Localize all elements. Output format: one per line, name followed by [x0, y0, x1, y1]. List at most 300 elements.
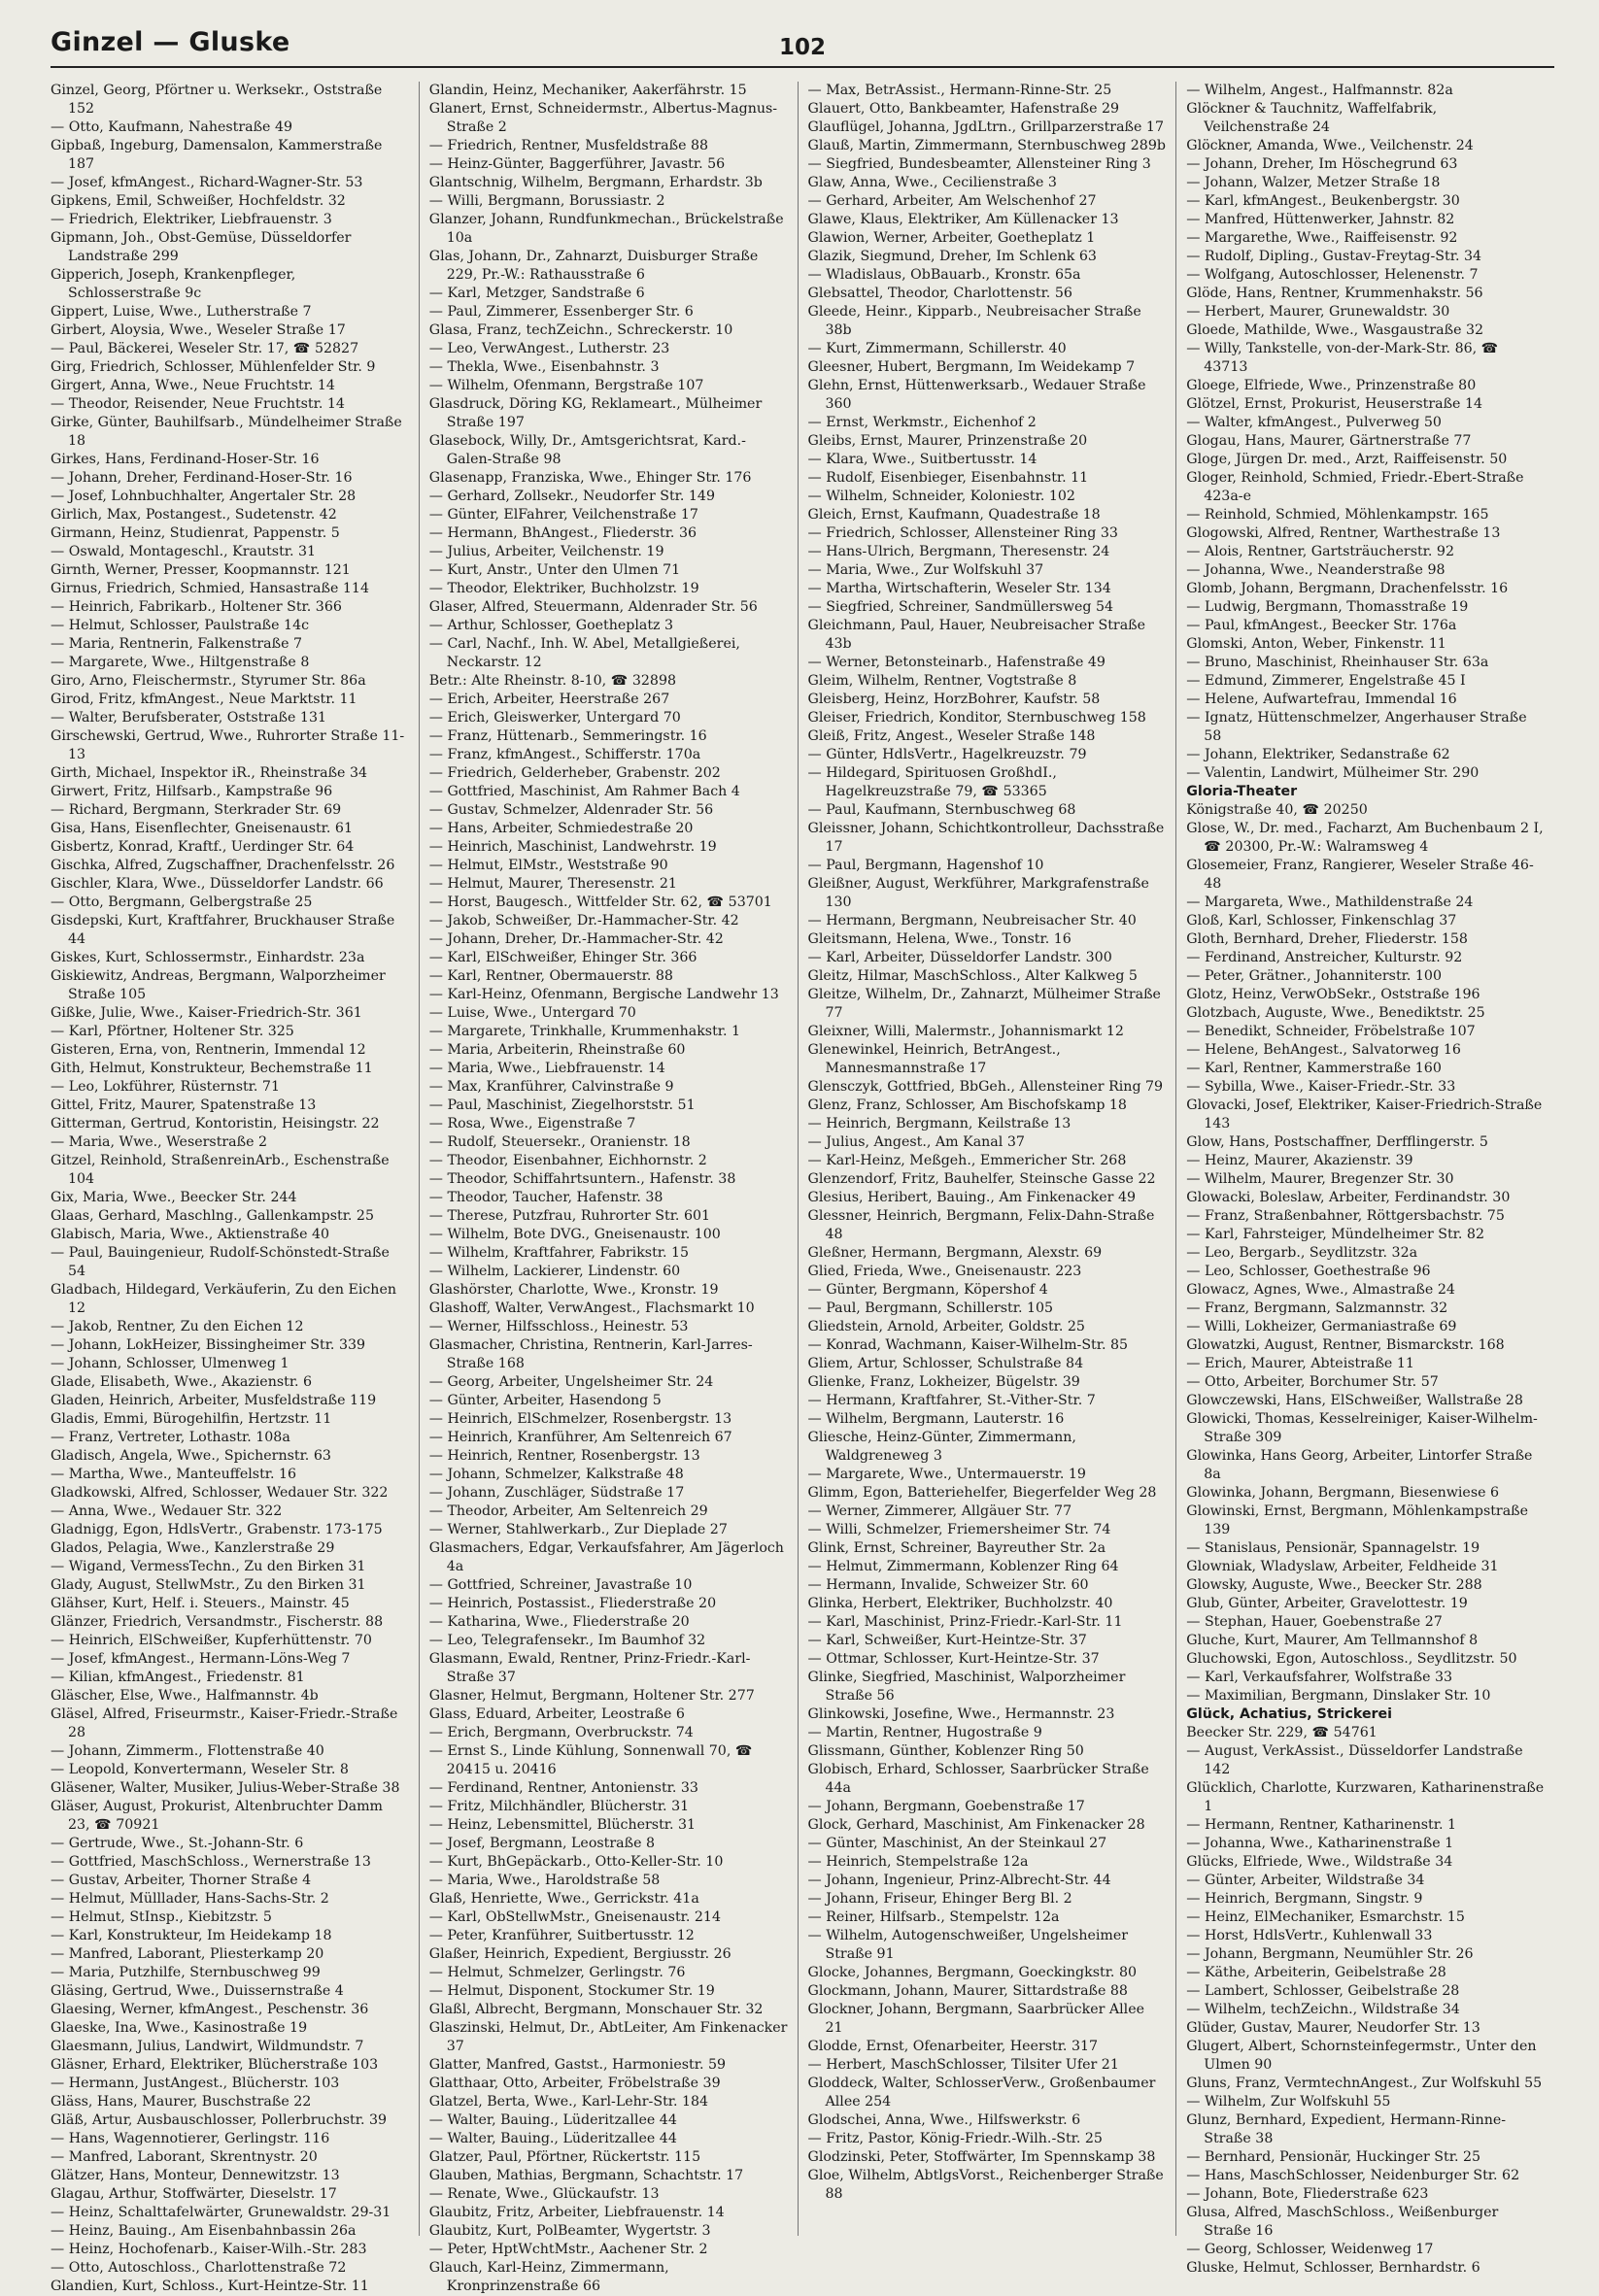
- directory-entry: — Heinrich, ElSchmelzer, Rosenbergstr. 13: [428, 1411, 732, 1427]
- directory-entry: — Maria, Wwe., Haroldstraße 58: [428, 1873, 661, 1888]
- directory-entry: — August, VerkAssist., Düsseldorfer Landstraße 142: [1186, 1743, 1523, 1777]
- directory-entry: Glabisch, Maria, Wwe., Aktienstraße 40: [51, 1227, 330, 1242]
- directory-entry: — Hermann, Invalide, Schweizer Str. 60: [807, 1577, 1089, 1593]
- directory-entry: — Heinz, Schalttafelwärter, Grunewaldstr. 29-31: [51, 2205, 391, 2220]
- page-number: 102: [778, 35, 826, 60]
- directory-entry: — Helmut, ElMstr., Weststraße 90: [428, 858, 668, 873]
- directory-entry: Glockner, Johann, Bergmann, Saarbrücker Allee 21: [807, 2002, 1145, 2036]
- directory-entry: — Paul, Maschinist, Ziegelhorststr. 51: [428, 1097, 696, 1113]
- directory-entry: — Valentin, Landwirt, Mülheimer Str. 290: [1186, 765, 1480, 781]
- directory-entry: — Wilhelm, Angest., Halfmannstr. 82a: [1186, 83, 1453, 98]
- directory-entry: — Karl, ElSchweißer, Ehinger Str. 366: [428, 950, 697, 965]
- column-2: [419, 82, 798, 2294]
- directory-entry: Gleiser, Friedrich, Konditor, Sternbuschweg 158: [807, 710, 1146, 726]
- directory-entry: — Renate, Wwe., Glückaufstr. 13: [428, 2186, 660, 2202]
- directory-entry: — Günter, Bergmann, Köpershof 4: [807, 1282, 1048, 1298]
- directory-entry: — Heinz, Hochofenarb., Kaiser-Wilh.-Str. 283: [51, 2242, 367, 2257]
- directory-entry: Gix, Maria, Wwe., Beecker Str. 244: [51, 1190, 297, 1205]
- directory-entry: Glöckner, Amanda, Wwe., Veilchenstr. 24: [1186, 138, 1474, 153]
- directory-entry: — Günter, HdlsVertr., Hagelkreuzstr. 79: [807, 747, 1087, 762]
- directory-entry: Glockmann, Johann, Maurer, Sittardstraße 88: [807, 1983, 1128, 1999]
- directory-entry: — Paul, Zimmerer, Essenberger Str. 6: [428, 304, 694, 320]
- directory-entry: — Ignatz, Hüttenschmelzer, Angerhauser Straße 58: [1186, 710, 1527, 744]
- directory-entry: Gipkens, Emil, Schweißer, Hochfeldstr. 32: [51, 193, 346, 209]
- directory-entry: — Theodor, Reisender, Neue Fruchtstr. 14: [51, 396, 345, 412]
- directory-entry: — Johann, Ingenieur, Prinz-Albrecht-Str. 44: [807, 1873, 1111, 1888]
- directory-entry: — Johann, Dreher, Ferdinand-Hoser-Str. 16: [51, 470, 353, 486]
- directory-entry: — Heinrich, Postassist., Fliederstraße 20: [428, 1596, 717, 1611]
- directory-entry: — Maximilian, Bergmann, Dinslaker Str. 10: [1186, 1688, 1491, 1704]
- directory-entry: — Günter, ElFahrer, Veilchenstraße 17: [428, 507, 698, 523]
- directory-entry: — Gottfried, Maschinist, Am Rahmer Bach 4: [428, 784, 740, 799]
- directory-entry: Glugert, Albert, Schornsteinfegermstr., Unter den Ulmen 90: [1186, 2039, 1537, 2073]
- directory-entry: Gluns, Franz, VermtechnAngest., Zur Wolfskuhl 55: [1186, 2076, 1543, 2091]
- directory-entry: Glücks, Elfriede, Wwe., Wildstraße 34: [1186, 1854, 1453, 1870]
- directory-entry: Glinkowski, Josefine, Wwe., Hermannstr. 23: [807, 1706, 1115, 1722]
- directory-entry: Glodschei, Anna, Wwe., Hilfswerkstr. 6: [807, 2112, 1081, 2128]
- directory-entry: — Siegfried, Schreiner, Sandmüllersweg 54: [807, 599, 1113, 615]
- directory-entry: — Oswald, Montageschl., Krautstr. 31: [51, 544, 317, 559]
- directory-entry: — Wilhelm, Bergmann, Lauterstr. 16: [807, 1411, 1065, 1427]
- directory-entry: Glowacki, Boleslaw, Arbeiter, Ferdinandstr. 30: [1186, 1190, 1511, 1205]
- directory-entry: Gleitze, Wilhelm, Dr., Zahnarzt, Mülheimer Straße 77: [807, 987, 1161, 1021]
- directory-entry: — Johann, Zuschläger, Südstraße 17: [428, 1485, 685, 1501]
- directory-entry: — Wilhelm, Kraftfahrer, Fabrikstr. 15: [428, 1245, 690, 1261]
- directory-entry: — Julius, Arbeiter, Veilchenstr. 19: [428, 544, 664, 559]
- directory-entry: — Paul, kfmAngest., Beecker Str. 176a: [1186, 618, 1457, 633]
- directory-entry: Gißke, Julie, Wwe., Kaiser-Friedrich-Str. 361: [51, 1005, 362, 1021]
- directory-entry: Gleede, Heinr., Kipparb., Neubreisacher Straße 38b: [807, 304, 1141, 338]
- directory-entry: — Werner, Stahlwerkarb., Zur Dieplade 27: [428, 1522, 728, 1537]
- directory-entry: — Margarete, Trinkhalle, Krummenhakstr. 1: [428, 1024, 741, 1039]
- directory-entry: Glowicki, Thomas, Kesselreiniger, Kaiser-Wilhelm-Straße 309: [1186, 1411, 1538, 1445]
- directory-entry: — Heinrich, Bergmann, Singstr. 9: [1186, 1891, 1423, 1907]
- directory-entry: — Fritz, Milchhändler, Blücherstr. 31: [428, 1799, 690, 1814]
- directory-entry: Gläsing, Gertrud, Wwe., Duissernstraße 4: [51, 1983, 344, 1999]
- entry-columns: [51, 82, 1554, 2294]
- directory-entry: Gipperich, Joseph, Krankenpfleger, Schlosserstraße 9c: [51, 267, 296, 301]
- directory-entry: — Johann, Elektriker, Sedanstraße 62: [1186, 747, 1450, 762]
- directory-entry: — Luise, Wwe., Untergard 70: [428, 1005, 636, 1021]
- directory-entry: Glasmacher, Christina, Rentnerin, Karl-Jarres-Straße 168: [428, 1337, 753, 1371]
- directory-entry: Glimm, Egon, Batteriehelfer, Biegerfelder Weg 28: [807, 1485, 1157, 1501]
- directory-entry: — Wilhelm, Bote DVG., Gneisenaustr. 100: [428, 1227, 721, 1242]
- directory-entry: — Rosa, Wwe., Eigenstraße 7: [428, 1116, 636, 1131]
- directory-entry: Gleisberg, Heinz, HorzBohrer, Kaufstr. 58: [807, 692, 1101, 707]
- directory-entry: Glück, Achatius, Strickerei: [1186, 1706, 1393, 1722]
- directory-entry: — Heinrich, Fabrikarb., Holtener Str. 366: [51, 599, 342, 615]
- directory-entry: — Ernst S., Linde Kühlung, Sonnenwall 70, ☎ 20415 u. 20416: [428, 1743, 753, 1777]
- directory-entry: Gisbertz, Konrad, Kraftf., Uerdinger Str. 64: [51, 839, 355, 855]
- directory-entry: — Paul, Bauingenieur, Rudolf-Schönstedt-Straße 54: [51, 1245, 390, 1279]
- directory-entry: — Julius, Angest., Am Kanal 37: [807, 1134, 1025, 1150]
- directory-entry: — Max, Kranführer, Calvinstraße 9: [428, 1079, 674, 1095]
- directory-entry: Glusa, Alfred, MaschSchloss., Weißenburger Straße 16: [1186, 2205, 1499, 2239]
- directory-entry: — Bruno, Maschinist, Rheinhauser Str. 63a: [1186, 655, 1489, 670]
- directory-entry: — Johann, Zimmerm., Flottenstraße 40: [51, 1743, 324, 1759]
- directory-entry: Gladkowski, Alfred, Schlosser, Wedauer Str. 322: [51, 1485, 389, 1501]
- directory-entry: — Thekla, Wwe., Eisenbahnstr. 3: [428, 359, 660, 375]
- directory-entry: Glaeske, Ina, Wwe., Kasinostraße 19: [51, 2020, 308, 2036]
- directory-entry: — Heinz, Bauing., Am Eisenbahnbassin 26a: [51, 2223, 357, 2239]
- directory-entry: — Wilhelm, Schneider, Koloniestr. 102: [807, 489, 1075, 504]
- directory-entry: — Margarete, Wwe., Untermauerstr. 19: [807, 1467, 1086, 1482]
- directory-entry: — Margareta, Wwe., Mathildenstraße 24: [1186, 895, 1474, 910]
- directory-entry: — Paul, Bergmann, Schillerstr. 105: [807, 1300, 1054, 1316]
- directory-entry: — Johann, Dreher, Dr.-Hammacher-Str. 42: [428, 931, 724, 947]
- page-header: [51, 21, 1554, 68]
- directory-entry: — Walter, Bauing., Lüderitzallee 44: [428, 2112, 677, 2128]
- directory-entry: — Herbert, MaschSchlosser, Tilsiter Ufer 21: [807, 2057, 1119, 2073]
- directory-entry: — Theodor, Elektriker, Buchholzstr. 19: [428, 581, 699, 596]
- directory-entry: — Siegfried, Bundesbeamter, Allensteiner Ring 3: [807, 156, 1151, 172]
- directory-entry: — Helmut, Zimmermann, Koblenzer Ring 64: [807, 1559, 1119, 1574]
- directory-entry: Gluske, Helmut, Schlosser, Bernhardstr. 6: [1186, 2260, 1480, 2276]
- directory-entry: Glock, Gerhard, Maschinist, Am Finkenacker 28: [807, 1817, 1145, 1833]
- directory-entry: Glady, August, StellwMstr., Zu den Birken 31: [51, 1577, 366, 1593]
- directory-entry: — Erich, Gleiswerker, Untergard 70: [428, 710, 681, 726]
- directory-entry: Glomski, Anton, Weber, Finkenstr. 11: [1186, 636, 1446, 652]
- directory-entry: Gliem, Artur, Schlosser, Schulstraße 84: [807, 1356, 1084, 1371]
- directory-entry: — Max, BetrAssist., Hermann-Rinne-Str. 25: [807, 83, 1112, 98]
- directory-entry: Gläscher, Else, Wwe., Halfmannstr. 4b: [51, 1688, 319, 1704]
- header-name-range: Ginzel — Gluske: [51, 27, 290, 57]
- directory-entry: Glinka, Herbert, Elektriker, Buchholzstr. 40: [807, 1596, 1113, 1611]
- directory-entry: Glesius, Heribert, Bauing., Am Finkenacker 49: [807, 1190, 1137, 1205]
- directory-entry: — Karl, Pförtner, Holtener Str. 325: [51, 1024, 294, 1039]
- directory-entry: — Käthe, Arbeiterin, Geibelstraße 28: [1186, 1965, 1446, 1980]
- directory-entry: — Konrad, Wachmann, Kaiser-Wilhelm-Str. 85: [807, 1337, 1129, 1353]
- directory-entry: Glovacki, Josef, Elektriker, Kaiser-Friedrich-Straße 143: [1186, 1097, 1543, 1131]
- directory-entry: Gleibs, Ernst, Maurer, Prinzenstraße 20: [807, 433, 1088, 449]
- directory-entry: — Friedrich, Gelderheber, Grabenstr. 202: [428, 765, 721, 781]
- directory-entry: — Leo, Lokführer, Rüsternstr. 71: [51, 1079, 280, 1095]
- directory-entry: Gloß, Karl, Schlosser, Finkenschlag 37: [1186, 913, 1457, 929]
- directory-entry: — Karl, Rentner, Kammerstraße 160: [1186, 1061, 1442, 1076]
- directory-entry: Gliesche, Heinz-Günter, Zimmermann, Waldgreneweg 3: [807, 1430, 1076, 1464]
- directory-entry: — Werner, Hilfsschloss., Heinestr. 53: [428, 1319, 689, 1334]
- directory-entry: — Wilhelm, Zur Wolfskuhl 55: [1186, 2094, 1391, 2110]
- directory-entry: Glotzbach, Auguste, Wwe., Benediktstr. 25: [1186, 1005, 1485, 1021]
- directory-entry: Glunz, Bernhard, Expedient, Hermann-Rinne-Straße 38: [1186, 2112, 1507, 2146]
- directory-entry: — Heinrich, Rentner, Rosenbergstr. 13: [428, 1448, 700, 1464]
- directory-entry: — Richard, Bergmann, Sterkrader Str. 69: [51, 802, 342, 818]
- directory-entry: — Josef, kfmAngest., Hermann-Löns-Weg 7: [51, 1651, 351, 1667]
- directory-entry: — Heinz, ElMechaniker, Esmarchstr. 15: [1186, 1909, 1465, 1925]
- directory-entry: — Johann, Walzer, Metzer Straße 18: [1186, 175, 1441, 190]
- directory-entry: — Horst, Baugesch., Wittfelder Str. 62, ☎ 53701: [428, 895, 772, 910]
- directory-entry: Gischka, Alfred, Zugschaffner, Drachenfelsstr. 26: [51, 858, 395, 873]
- directory-entry: — Rudolf, Steuersekr., Oranienstr. 18: [428, 1134, 691, 1150]
- directory-entry: Glauß, Martin, Zimmermann, Sternbuschweg 289b: [807, 138, 1166, 153]
- directory-entry: — Anna, Wwe., Wedauer Str. 322: [51, 1503, 283, 1519]
- directory-entry: — Kurt, BhGepäckarb., Otto-Keller-Str. 10: [428, 1854, 724, 1870]
- directory-entry: — Georg, Arbeiter, Ungelsheimer Str. 24: [428, 1374, 714, 1390]
- directory-entry: — Peter, HptWchtMstr., Aachener Str. 2: [428, 2242, 708, 2257]
- directory-entry: Gloege, Elfriede, Wwe., Prinzenstraße 80: [1186, 378, 1477, 393]
- directory-entry: — Gottfried, Schreiner, Javastraße 10: [428, 1577, 693, 1593]
- directory-entry: — Theodor, Eisenbahner, Eichhornstr. 2: [428, 1153, 707, 1168]
- directory-entry: — Werner, Zimmerer, Allgäuer Str. 77: [807, 1503, 1072, 1519]
- directory-entry: Girg, Friedrich, Schlosser, Mühlenfelder Str. 9: [51, 359, 376, 375]
- directory-entry: — Günter, Maschinist, An der Steinkaul 27: [807, 1836, 1107, 1851]
- directory-entry: — Hermann, JustAngest., Blücherstr. 103: [51, 2076, 340, 2091]
- directory-entry: Gloth, Bernhard, Dreher, Fliederstr. 158: [1186, 931, 1468, 947]
- directory-entry: Glissmann, Günther, Koblenzer Ring 50: [807, 1743, 1084, 1759]
- directory-entry: Gluchowski, Egon, Autoschloss., Seydlitzstr. 50: [1186, 1651, 1517, 1667]
- directory-entry: Glöde, Hans, Rentner, Krummenhakstr. 56: [1186, 286, 1483, 301]
- directory-entry: Glowczewski, Hans, ElSchweißer, Wallstraße 28: [1186, 1393, 1523, 1408]
- directory-entry: Glasebock, Willy, Dr., Amtsgerichtsrat, Kard.-Galen-Straße 98: [428, 433, 746, 467]
- directory-entry: — Hans, MaschSchlosser, Neidenburger Str. 62: [1186, 2168, 1520, 2183]
- directory-entry: — Heinz, Lebensmittel, Blücherstr. 31: [428, 1817, 697, 1833]
- directory-entry: Glaßer, Heinrich, Expedient, Bergiusstr. 26: [428, 1946, 731, 1962]
- directory-entry: — Karl, Arbeiter, Düsseldorfer Landstr. 300: [807, 950, 1112, 965]
- directory-entry: — Helene, Aufwartefrau, Immendal 16: [1186, 692, 1457, 707]
- directory-entry: — Jakob, Schweißer, Dr.-Hammacher-Str. 42: [428, 913, 739, 929]
- header-rule: [51, 66, 1554, 68]
- directory-entry: — Rudolf, Eisenbieger, Eisenbahnstr. 11: [807, 470, 1089, 486]
- directory-entry: Königstraße 40, ☎ 20250: [1186, 802, 1368, 818]
- directory-entry: — Gottfried, MaschSchloss., Wernerstraße 13: [51, 1854, 371, 1870]
- directory-entry: — Alois, Rentner, Gartsträucherstr. 92: [1186, 544, 1454, 559]
- directory-entry: — Gertrude, Wwe., St.-Johann-Str. 6: [51, 1836, 304, 1851]
- directory-entry: — Friedrich, Rentner, Musfeldstraße 88: [428, 138, 709, 153]
- directory-entry: — Friedrich, Elektriker, Liebfrauenstr. 3: [51, 212, 332, 227]
- directory-entry: Glocke, Johannes, Bergmann, Goeckingkstr. 80: [807, 1965, 1138, 1980]
- directory-entry: Glodde, Ernst, Ofenarbeiter, Heerstr. 317: [807, 2039, 1099, 2054]
- directory-entry: — Helmut, Disponent, Stockumer Str. 19: [428, 1983, 715, 1999]
- directory-entry: — Johann, Bergmann, Neumühler Str. 26: [1186, 1946, 1474, 1962]
- directory-entry: Gloria-Theater: [1186, 784, 1298, 799]
- directory-entry: Gleiß, Fritz, Angest., Weseler Straße 148: [807, 728, 1096, 744]
- directory-entry: — Karl-Heinz, Ofenmann, Bergische Landwehr 13: [428, 987, 779, 1002]
- directory-entry: Girod, Fritz, kfmAngest., Neue Marktstr. 11: [51, 692, 357, 707]
- directory-entry: — Wilhelm, Lackierer, Lindenstr. 60: [428, 1264, 681, 1279]
- directory-entry: — Johann, Bergmann, Goebenstraße 17: [807, 1799, 1085, 1814]
- directory-entry: Glied, Frieda, Wwe., Gneisenaustr. 223: [807, 1264, 1082, 1279]
- directory-entry: — Paul, Bergmann, Hagenshof 10: [807, 858, 1044, 873]
- directory-entry: Glöckner & Tauchnitz, Waffelfabrik, Veilchenstraße 24: [1186, 101, 1438, 135]
- directory-entry: Globisch, Erhard, Schlosser, Saarbrücker Straße 44a: [807, 1762, 1149, 1796]
- directory-entry: — Johann, Dreher, Im Höschegrund 63: [1186, 156, 1458, 172]
- directory-entry: — Katharina, Wwe., Fliederstraße 20: [428, 1614, 690, 1630]
- directory-entry: Glienke, Franz, Lokheizer, Bügelstr. 39: [807, 1374, 1080, 1390]
- directory-entry: — Leo, Bergarb., Seydlitzstr. 32a: [1186, 1245, 1418, 1261]
- directory-entry: Glaubitz, Fritz, Arbeiter, Liebfrauenstr. 14: [428, 2205, 725, 2220]
- directory-entry: — Wolfgang, Autoschlosser, Helenenstr. 7: [1186, 267, 1479, 283]
- directory-entry: — Arthur, Schlosser, Goetheplatz 3: [428, 618, 674, 633]
- directory-entry: Glötzel, Ernst, Prokurist, Heuserstraße 14: [1186, 396, 1483, 412]
- directory-entry: Glauch, Karl-Heinz, Zimmermann, Kronprinzenstraße 66: [428, 2260, 669, 2294]
- directory-entry: Gloge, Jürgen Dr. med., Arzt, Raiffeisenstr. 50: [1186, 452, 1508, 467]
- directory-entry: Glätzer, Hans, Monteur, Dennewitzstr. 13: [51, 2168, 340, 2183]
- directory-entry: — Margarethe, Wwe., Raiffeisenstr. 92: [1186, 230, 1458, 246]
- directory-entry: — Helmut, StInsp., Kiebitzstr. 5: [51, 1909, 272, 1925]
- directory-entry: — Karl, Fahrsteiger, Mündelheimer Str. 82: [1186, 1227, 1484, 1242]
- directory-entry: Glink, Ernst, Schreiner, Bayreuther Str. 2a: [807, 1540, 1106, 1556]
- directory-entry: Girth, Michael, Inspektor iR., Rheinstraße 34: [51, 765, 368, 781]
- directory-entry: — Manfred, Laborant, Pliesterkamp 20: [51, 1946, 324, 1962]
- directory-entry: — Leo, VerwAngest., Lutherstr. 23: [428, 341, 670, 356]
- directory-entry: — Gerhard, Zollsekr., Neudorfer Str. 149: [428, 489, 715, 504]
- directory-entry: Glogowski, Alfred, Rentner, Warthestraße 13: [1186, 525, 1501, 541]
- directory-entry: — Heinrich, Kranführer, Am Seltenreich 67: [428, 1430, 732, 1445]
- directory-entry: Glatzer, Paul, Pförtner, Rückertstr. 115: [428, 2149, 701, 2165]
- directory-entry: Gleixner, Willi, Malermstr., Johannismarkt 12: [807, 1024, 1124, 1039]
- directory-entry: — Karl, Schweißer, Kurt-Heintze-Str. 37: [807, 1633, 1087, 1648]
- directory-entry: Giskes, Kurt, Schlossermstr., Einhardstr. 23a: [51, 950, 365, 965]
- directory-entry: Gläsner, Erhard, Elektriker, Blücherstraße 103: [51, 2057, 379, 2073]
- directory-entry: Glashörster, Charlotte, Wwe., Kronstr. 19: [428, 1282, 719, 1298]
- directory-entry: — Heinz, Maurer, Akazienstr. 39: [1186, 1153, 1413, 1168]
- directory-entry: — Benedikt, Schneider, Fröbelstraße 107: [1186, 1024, 1476, 1039]
- directory-entry: — Josef, Lohnbuchhalter, Angertaler Str. 28: [51, 489, 357, 504]
- directory-entry: Gladnigg, Egon, HdlsVertr., Grabenstr. 173-175: [51, 1522, 383, 1537]
- directory-entry: — Ernst, Werkmstr., Eichenhof 2: [807, 415, 1037, 430]
- directory-entry: — Friedrich, Schlosser, Allensteiner Ring 33: [807, 525, 1118, 541]
- directory-entry: — Günter, Arbeiter, Hasendong 5: [428, 1393, 662, 1408]
- directory-entry: Glähser, Kurt, Helf. i. Steuers., Mainstr. 45: [51, 1596, 350, 1611]
- directory-entry: — Kurt, Zimmermann, Schillerstr. 40: [807, 341, 1067, 356]
- directory-entry: Glade, Elisabeth, Wwe., Akazienstr. 6: [51, 1374, 313, 1390]
- directory-entry: Gladen, Heinrich, Arbeiter, Musfeldstraße 119: [51, 1393, 377, 1408]
- directory-entry: — Johanna, Wwe., Katharinenstraße 1: [1186, 1836, 1454, 1851]
- directory-entry: Gisteren, Erna, von, Rentnerin, Immendal 12: [51, 1042, 366, 1058]
- directory-entry: — Hermann, Rentner, Katharinenstr. 1: [1186, 1817, 1456, 1833]
- directory-entry: Gleichmann, Paul, Hauer, Neubreisacher Straße 43b: [807, 618, 1146, 652]
- directory-entry: — Gustav, Schmelzer, Aldenrader Str. 56: [428, 802, 714, 818]
- directory-entry: — Hermann, Kraftfahrer, St.-Vither-Str. 7: [807, 1393, 1096, 1408]
- directory-entry: Gloddeck, Walter, SchlosserVerw., Großenbaumer Allee 254: [807, 2076, 1156, 2110]
- directory-entry: — Günter, Arbeiter, Wildstraße 34: [1186, 1873, 1425, 1888]
- directory-entry: — Wilhelm, techZeichn., Wildstraße 34: [1186, 2002, 1460, 2017]
- directory-entry: Girnth, Werner, Presser, Koopmannstr. 121: [51, 562, 351, 578]
- directory-entry: Betr.: Alte Rheinstr. 8-10, ☎ 32898: [428, 673, 677, 689]
- directory-entry: — Walter, Bauing., Lüderitzallee 44: [428, 2131, 677, 2146]
- directory-entry: Girbert, Aloysia, Wwe., Weseler Straße 17: [51, 322, 346, 338]
- directory-entry: Glenzendorf, Fritz, Bauhelfer, Steinsche Gasse 22: [807, 1171, 1156, 1187]
- directory-entry: — Josef, Bergmann, Leostraße 8: [428, 1836, 656, 1851]
- directory-entry: Giskiewitz, Andreas, Bergmann, Walporzheimer Straße 105: [51, 968, 386, 1002]
- directory-entry: — Gerhard, Arbeiter, Am Welschenhof 27: [807, 193, 1097, 209]
- directory-entry: Glebsattel, Theodor, Charlottenstr. 56: [807, 286, 1072, 301]
- directory-entry: Glaß, Henriette, Wwe., Gerrickstr. 41a: [428, 1891, 699, 1907]
- directory-entry: — Johann, Schlosser, Ulmenweg 1: [51, 1356, 289, 1371]
- column-1: [51, 82, 419, 2294]
- directory-entry: Glaszinski, Helmut, Dr., AbtLeiter, Am Finkenacker 37: [428, 2020, 788, 2054]
- directory-entry: Glandin, Heinz, Mechaniker, Aakerfährstr. 15: [428, 83, 747, 98]
- directory-entry: — Helmut, Maurer, Theresenstr. 21: [428, 876, 677, 892]
- directory-entry: — Paul, Kaufmann, Sternbuschweg 68: [807, 802, 1076, 818]
- directory-entry: — Edmund, Zimmerer, Engelstraße 45 I: [1186, 673, 1466, 689]
- directory-entry: — Wigand, VermessTechn., Zu den Birken 31: [51, 1559, 366, 1574]
- directory-entry: — Karl, Konstrukteur, Im Heidekamp 18: [51, 1928, 332, 1943]
- directory-entry: Girlich, Max, Postangest., Sudetenstr. 42: [51, 507, 337, 523]
- directory-entry: Glüder, Gustav, Maurer, Neudorfer Str. 13: [1186, 2020, 1480, 2036]
- directory-entry: — Theodor, Schiffahrtsuntern., Hafenstr. 38: [428, 1171, 736, 1187]
- directory-entry: Glowacz, Agnes, Wwe., Almastraße 24: [1186, 1282, 1455, 1298]
- directory-entry: Gliedstein, Arnold, Arbeiter, Goldstr. 25: [807, 1319, 1085, 1334]
- directory-entry: Gipbaß, Ingeburg, Damensalon, Kammerstraße 187: [51, 138, 383, 172]
- directory-entry: Ginzel, Georg, Pförtner u. Werksekr., Oststraße 152: [51, 83, 383, 117]
- directory-entry: Glaesing, Werner, kfmAngest., Peschenstr. 36: [51, 2002, 369, 2017]
- directory-entry: — Willy, Tankstelle, von-der-Mark-Str. 86, ☎ 43713: [1186, 341, 1499, 375]
- directory-entry: Girwert, Fritz, Hilfsarb., Kampstraße 96: [51, 784, 333, 799]
- directory-entry: — Jakob, Rentner, Zu den Eichen 12: [51, 1319, 304, 1334]
- directory-entry: — Helmut, Mülllader, Hans-Sachs-Str. 2: [51, 1891, 329, 1907]
- directory-entry: Glauflügel, Johanna, JgdLtrn., Grillparzerstraße 17: [807, 119, 1164, 135]
- directory-entry: Gläsel, Alfred, Friseurmstr., Kaiser-Friedr.-Straße 28: [51, 1706, 398, 1740]
- directory-entry: Beecker Str. 229, ☎ 54761: [1186, 1725, 1378, 1740]
- directory-entry: — Ferdinand, Anstreicher, Kulturstr. 92: [1186, 950, 1463, 965]
- directory-entry: Giro, Arno, Fleischermstr., Styrumer Str. 86a: [51, 673, 366, 689]
- directory-entry: Glücklich, Charlotte, Kurzwaren, Katharinenstraße 1: [1186, 1780, 1545, 1814]
- column-3: [798, 82, 1176, 2236]
- directory-entry: — Hans, Arbeiter, Schmiedestraße 20: [428, 821, 694, 836]
- directory-entry: — Manfred, Hüttenwerker, Jahnstr. 82: [1186, 212, 1455, 227]
- directory-entry: Gloede, Mathilde, Wwe., Wasgaustraße 32: [1186, 322, 1484, 338]
- directory-entry: Glaser, Alfred, Steuermann, Aldenrader Str. 56: [428, 599, 758, 615]
- directory-entry: Gloger, Reinhold, Schmied, Friedr.-Ebert-Straße 423a-e: [1186, 470, 1524, 504]
- directory-entry: Glehn, Ernst, Hüttenwerksarb., Wedauer Straße 360: [807, 378, 1146, 412]
- directory-entry: Glub, Günter, Arbeiter, Gravelottestr. 19: [1186, 1596, 1468, 1611]
- directory-entry: Glaßl, Albrecht, Bergmann, Monschauer Str. 32: [428, 2002, 764, 2017]
- directory-entry: — Therese, Putzfrau, Ruhrorter Str. 601: [428, 1208, 711, 1224]
- directory-entry: Glasmann, Ewald, Rentner, Prinz-Friedr.-Karl-Straße 37: [428, 1651, 751, 1685]
- directory-entry: — Herbert, Maurer, Grunewaldstr. 30: [1186, 304, 1450, 320]
- directory-entry: — Maria, Wwe., Weserstraße 2: [51, 1134, 268, 1150]
- directory-entry: — Wilhelm, Autogenschweißer, Ungelsheimer Straße 91: [807, 1928, 1129, 1962]
- directory-entry: Glass, Eduard, Arbeiter, Leostraße 6: [428, 1706, 685, 1722]
- directory-entry: Gleßner, Hermann, Bergmann, Alexstr. 69: [807, 1245, 1103, 1261]
- directory-entry: — Willi, Bergmann, Borussiastr. 2: [428, 193, 665, 209]
- directory-entry: Gladbach, Hildegard, Verkäuferin, Zu den Eichen 12: [51, 1282, 396, 1316]
- directory-entry: Glasa, Franz, techZeichn., Schreckerstr. 10: [428, 322, 733, 338]
- directory-entry: Gläß, Artur, Ausbauschlosser, Pollerbruchstr. 39: [51, 2112, 388, 2128]
- directory-entry: Glasmachers, Edgar, Verkaufsfahrer, Am Jägerloch 4a: [428, 1540, 784, 1574]
- directory-entry: — Lambert, Schlosser, Geibelstraße 28: [1186, 1983, 1460, 1999]
- directory-entry: — Ludwig, Bergmann, Thomasstraße 19: [1186, 599, 1469, 615]
- directory-entry: Gleißner, August, Werkführer, Markgrafenstraße 130: [807, 876, 1149, 910]
- directory-entry: — Otto, Kaufmann, Nahestraße 49: [51, 119, 293, 135]
- directory-entry: — Hermann, Bergmann, Neubreisacher Str. 40: [807, 913, 1137, 929]
- directory-entry: — Johann, LokHeizer, Bissingheimer Str. 339: [51, 1337, 366, 1353]
- directory-entry: — Horst, HdlsVertr., Kuhlenwall 33: [1186, 1928, 1433, 1943]
- directory-entry: Glinke, Siegfried, Maschinist, Walporzheimer Straße 56: [807, 1670, 1126, 1704]
- directory-entry: — Karl, ObStellwMstr., Gneisenaustr. 214: [428, 1909, 721, 1925]
- directory-entry: — Rudolf, Dipling., Gustav-Freytag-Str. 34: [1186, 249, 1482, 264]
- directory-entry: — Maria, Wwe., Zur Wolfskuhl 37: [807, 562, 1044, 578]
- directory-entry: — Josef, kfmAngest., Richard-Wagner-Str. 53: [51, 175, 363, 190]
- directory-entry: — Wilhelm, Maurer, Bregenzer Str. 30: [1186, 1171, 1454, 1187]
- directory-entry: Gleitz, Hilmar, MaschSchloss., Alter Kalkweg 5: [807, 968, 1138, 984]
- directory-entry: Glanert, Ernst, Schneidermstr., Albertus-Magnus-Straße 2: [428, 101, 778, 135]
- directory-entry: — Helene, BehAngest., Salvatorweg 16: [1186, 1042, 1461, 1058]
- directory-entry: — Gustav, Arbeiter, Thorner Straße 4: [51, 1873, 312, 1888]
- directory-entry: — Heinrich, Maschinist, Landwehrstr. 19: [428, 839, 717, 855]
- directory-entry: Glawion, Werner, Arbeiter, Goetheplatz 1: [807, 230, 1096, 246]
- directory-entry: — Theodor, Taucher, Hafenstr. 38: [428, 1190, 663, 1205]
- directory-entry: Girnus, Friedrich, Schmied, Hansastraße 114: [51, 581, 369, 596]
- directory-entry: — Manfred, Laborant, Skrentnystr. 20: [51, 2149, 318, 2165]
- directory-entry: — Erich, Maurer, Abteistraße 11: [1186, 1356, 1414, 1371]
- directory-entry: Gipmann, Joh., Obst-Gemüse, Düsseldorfer Landstraße 299: [51, 230, 352, 264]
- directory-entry: Glowinski, Ernst, Bergmann, Möhlenkampstraße 139: [1186, 1503, 1529, 1537]
- directory-entry: — Hermann, BhAngest., Fliederstr. 36: [428, 525, 697, 541]
- directory-entry: Gittel, Fritz, Maurer, Spatenstraße 13: [51, 1097, 317, 1113]
- directory-entry: — Martha, Wirtschafterin, Weseler Str. 134: [807, 581, 1111, 596]
